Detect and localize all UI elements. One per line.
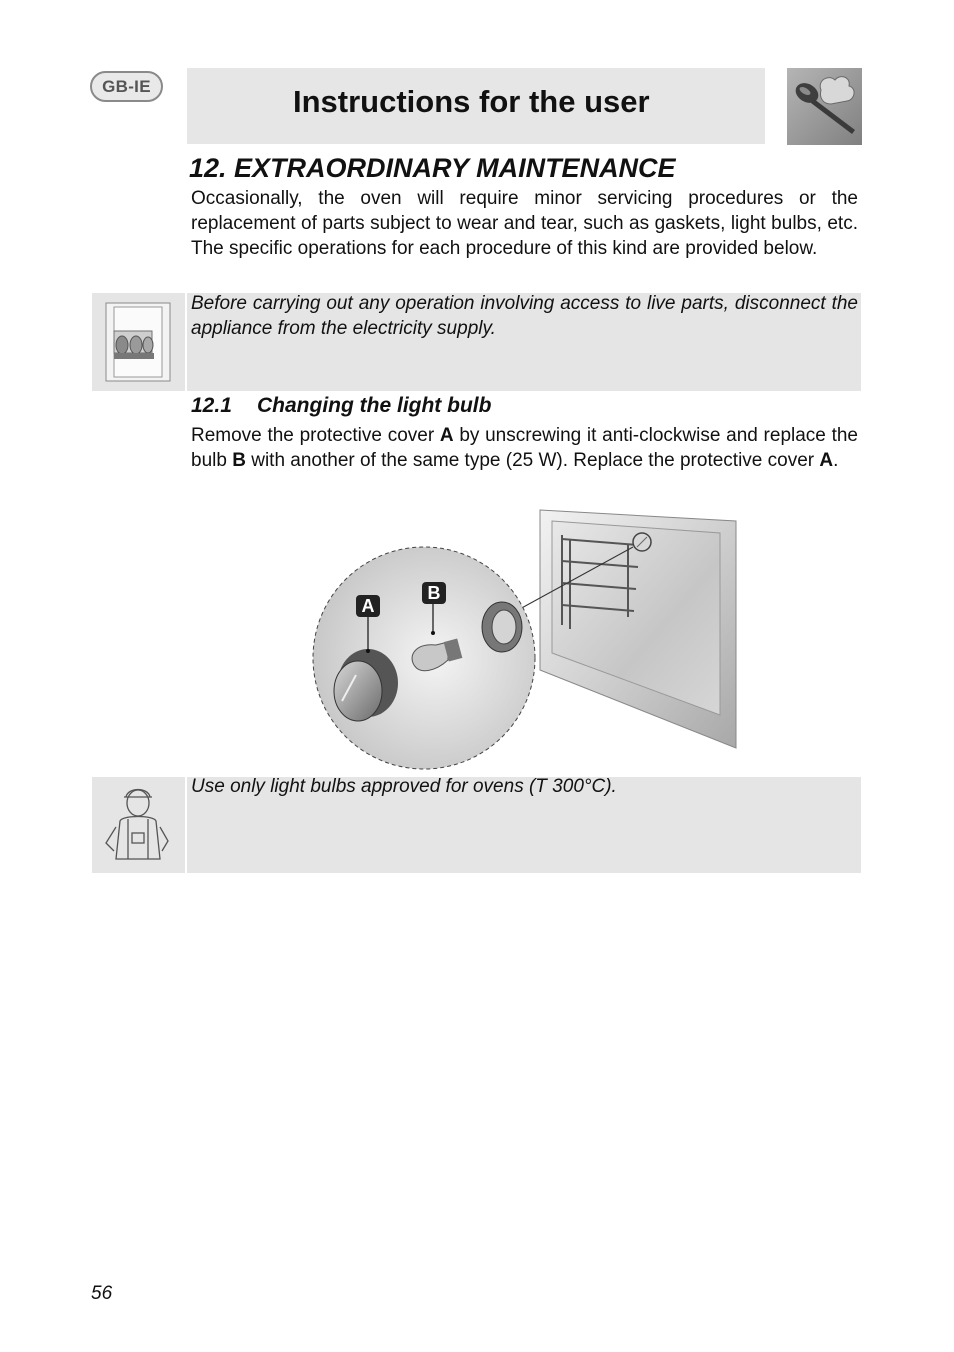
- bulb-label: B: [232, 450, 246, 471]
- technician-icon: [92, 777, 185, 873]
- bulb-text-3: with another of the same type (25 W). Replace the protective cover: [245, 450, 820, 471]
- info-note-text: Use only light bulbs approved for ovens (T 300°C).: [191, 776, 617, 797]
- bulb-text-4: .: [833, 450, 839, 471]
- label-a-box: [356, 595, 380, 617]
- subsection-heading: [191, 392, 491, 420]
- lamp-socket: [482, 602, 522, 652]
- subsection-number: 12.1: [191, 394, 232, 417]
- oven-cavity: [540, 510, 736, 748]
- region-badge: [90, 71, 163, 102]
- chef-logo: [787, 68, 862, 145]
- spoon-chef-hat-icon: [787, 68, 862, 145]
- oven-light-illustration: [308, 505, 740, 771]
- section-heading: 12. EXTRAORDINARY MAINTENANCE: [189, 153, 676, 183]
- page-number: 56: [91, 1283, 113, 1304]
- warning-icon-box: [92, 293, 185, 391]
- info-icon-box: [92, 777, 185, 873]
- warning-note-text: Before carrying out any operation involving access to live parts, disconnect the appliance from the electricity supply.: [191, 293, 858, 339]
- magnified-detail: [313, 547, 535, 769]
- page-title: Instructions for the user: [293, 84, 650, 119]
- region-badge-label: GB-IE: [102, 76, 151, 96]
- label-b-box: [422, 582, 446, 604]
- bulb-text-1: Remove the protective cover: [191, 425, 440, 446]
- label-b: B: [427, 583, 441, 603]
- electrical-socket-icon: [92, 293, 185, 391]
- bulb-instructions: [191, 423, 858, 473]
- oven-light-diagram: [308, 505, 740, 771]
- subsection-title: Changing the light bulb: [257, 394, 492, 417]
- cover-label: A: [439, 425, 454, 446]
- label-a: A: [361, 596, 375, 616]
- intro-paragraph: Occasionally, the oven will require minor servicing procedures or the replacement of parts subject to wear and tear, such as gaskets, light bulbs, etc. The specific operations for each procedure of this kind are provided below.: [191, 188, 858, 259]
- bulb-text-2: by unscrewing it anti-clockwise and replace the bulb: [191, 425, 858, 471]
- cover-label-2: A: [819, 450, 834, 471]
